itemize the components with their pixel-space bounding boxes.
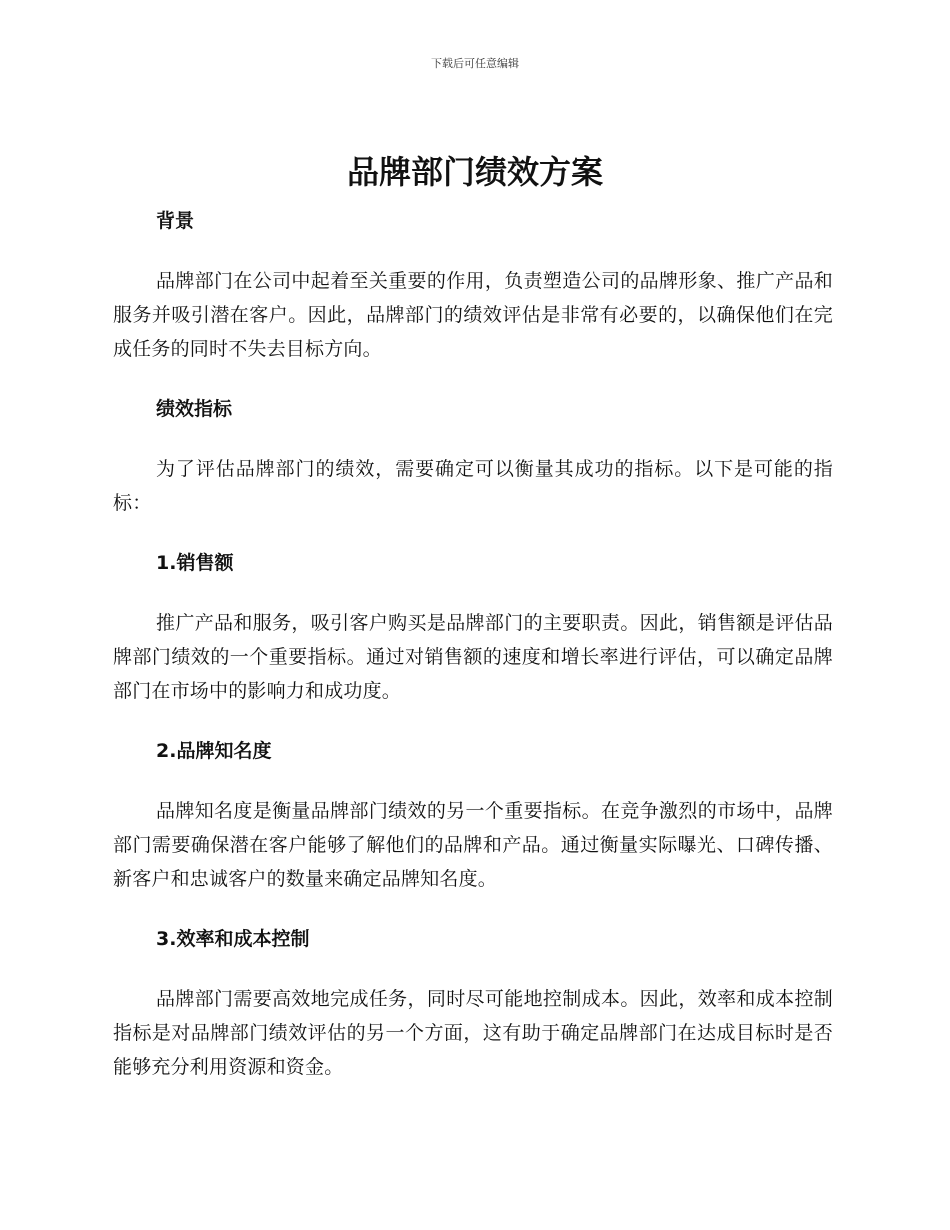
section-heading-sales: 1.销售额	[156, 552, 234, 574]
document-body	[113, 204, 833, 1084]
document-title: 品牌部门绩效方案	[346, 153, 603, 191]
section-paragraph-sales: 推广产品和服务，吸引客户购买是品牌部门的主要职责。因此，销售额是评估品牌部门绩效的一个重要指标。通过对销售额的速度和增长率进行评估，可以确定品牌部门在市场中的影响力和成功度。	[113, 612, 833, 702]
section-heading-background: 背景	[156, 210, 195, 232]
section-paragraph-efficiency: 品牌部门需要高效地完成任务，同时尽可能地控制成本。因此，效率和成本控制指标是对品牌部门绩效评估的另一个方面，这有助于确定品牌部门在达成目标时是否能够充分利用资源和资金。	[113, 988, 833, 1078]
section-heading-brand-awareness: 2.品牌知名度	[156, 740, 272, 762]
section-paragraph-background: 品牌部门在公司中起着至关重要的作用，负责塑造公司的品牌形象、推广产品和服务并吸引潜在客户。因此，品牌部门的绩效评估是非常有必要的，以确保他们在完成任务的同时不失去目标方向。	[113, 270, 833, 360]
section-heading-indicators: 绩效指标	[156, 398, 233, 420]
section-paragraph-indicators: 为了评估品牌部门的绩效，需要确定可以衡量其成功的指标。以下是可能的指标：	[113, 458, 833, 514]
header-note: 下载后可任意编辑	[431, 57, 519, 70]
section-heading-efficiency: 3.效率和成本控制	[156, 928, 310, 950]
section-paragraph-brand-awareness: 品牌知名度是衡量品牌部门绩效的另一个重要指标。在竞争激烈的市场中，品牌部门需要确保潜在客户能够了解他们的品牌和产品。通过衡量实际曝光、口碑传播、新客户和忠诚客户的数量来确定品牌知名度。	[113, 800, 833, 890]
